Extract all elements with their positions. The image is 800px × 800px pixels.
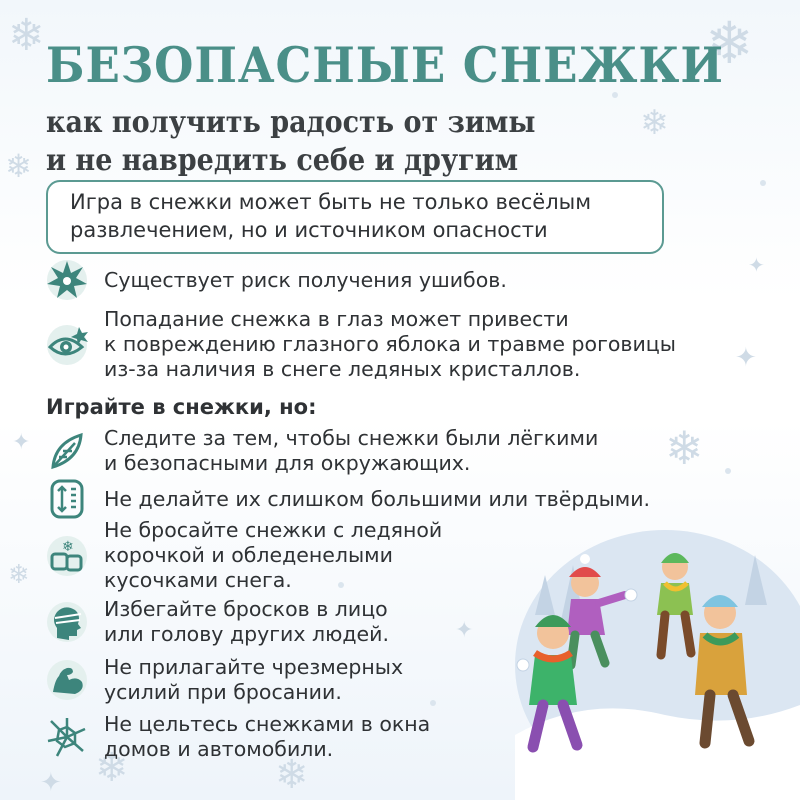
rule-line: домов и автомобили. <box>104 737 334 761</box>
rule-text <box>104 712 430 762</box>
snow-dot <box>760 180 766 186</box>
rule-line: кусочками снега. <box>104 568 292 592</box>
rule-text <box>104 518 442 593</box>
snowflake-icon: ❄ <box>665 421 704 475</box>
risk-text <box>104 307 676 382</box>
risk-line: из-за наличия в снеге ледяных кристаллов. <box>104 357 581 381</box>
risk-line: к повреждению глазного яблока и травме роговицы <box>104 332 676 356</box>
rule-line: или голову других людей. <box>104 622 389 646</box>
snowflake-icon: ❄ <box>8 560 30 590</box>
rule-text <box>104 426 598 476</box>
snow-dot <box>430 700 436 706</box>
risk-text <box>104 268 507 293</box>
rule-text <box>104 655 403 705</box>
snowflake-icon: ✦ <box>455 618 474 643</box>
snowflake-icon: ❄ <box>640 103 669 143</box>
subtitle-line: и не навредить себе и другим <box>46 143 519 178</box>
rule-item <box>44 426 598 476</box>
snowball-kids-illustration <box>505 515 800 800</box>
rule-line: усилий при бросании. <box>104 680 342 704</box>
rule-item <box>44 655 403 705</box>
snowflake-icon: ❄ <box>95 745 129 791</box>
feather-icon <box>44 428 90 474</box>
snowflake-icon: ✦ <box>12 430 31 455</box>
rule-line: Не прилагайте чрезмерных <box>104 655 404 679</box>
rule-line: и безопасными для окружающих. <box>104 451 471 475</box>
snowflake-icon: ❄ <box>8 10 45 61</box>
rule-item <box>44 518 442 593</box>
rules-heading: Играйте в снежки, но: <box>46 395 317 419</box>
rule-text <box>104 597 389 647</box>
snowflake-icon: ✦ <box>40 768 62 798</box>
rule-line: корочкой и обледенелыми <box>104 543 393 567</box>
risk-line: Попадание снежка в глаз может привести <box>104 307 569 331</box>
rule-item <box>44 597 389 647</box>
snowflake-icon: ❄ <box>5 147 32 185</box>
snowflake-icon: ❄ <box>275 752 309 798</box>
ice-cubes-icon <box>44 533 90 579</box>
impact-star-icon <box>44 257 90 303</box>
rule-text <box>104 487 650 512</box>
rule-line: Не цельтесь снежками в окна <box>104 712 431 736</box>
eye-injury-icon <box>44 322 90 368</box>
size-limit-icon <box>44 476 90 522</box>
page-title: БЕЗОПАСНЫЕ СНЕЖКИ <box>46 36 724 94</box>
snow-dot <box>725 468 731 474</box>
svg-text:❄: ❄ <box>62 538 74 555</box>
snowflake-icon: ❄ <box>705 9 754 77</box>
rule-item <box>44 712 430 762</box>
subtitle-line: как получить радость от зимы <box>46 105 536 140</box>
lead-line: развлечением, но и источником опасности <box>70 218 548 242</box>
rule-line: Следите за тем, чтобы снежки были лёгкими <box>104 426 599 450</box>
page-subtitle <box>46 104 535 180</box>
risk-item <box>44 257 507 303</box>
rule-line: Избегайте бросков в лицо <box>104 597 388 621</box>
snowflake-icon: ✦ <box>748 253 765 277</box>
lead-line: Игра в снежки может быть не только весёлым <box>70 190 592 214</box>
snowflake-icon: ✦ <box>735 343 757 373</box>
rule-line: Не бросайте снежки с ледяной <box>104 518 443 542</box>
broken-glass-icon <box>44 714 90 760</box>
lead-callout <box>46 180 664 254</box>
flexed-arm-icon <box>44 657 90 703</box>
risk-line: Существует риск получения ушибов. <box>104 267 507 292</box>
rule-line: Не делайте их слишком большими или твёрдыми. <box>104 486 651 511</box>
head-icon <box>44 599 90 645</box>
risk-item <box>44 307 676 382</box>
